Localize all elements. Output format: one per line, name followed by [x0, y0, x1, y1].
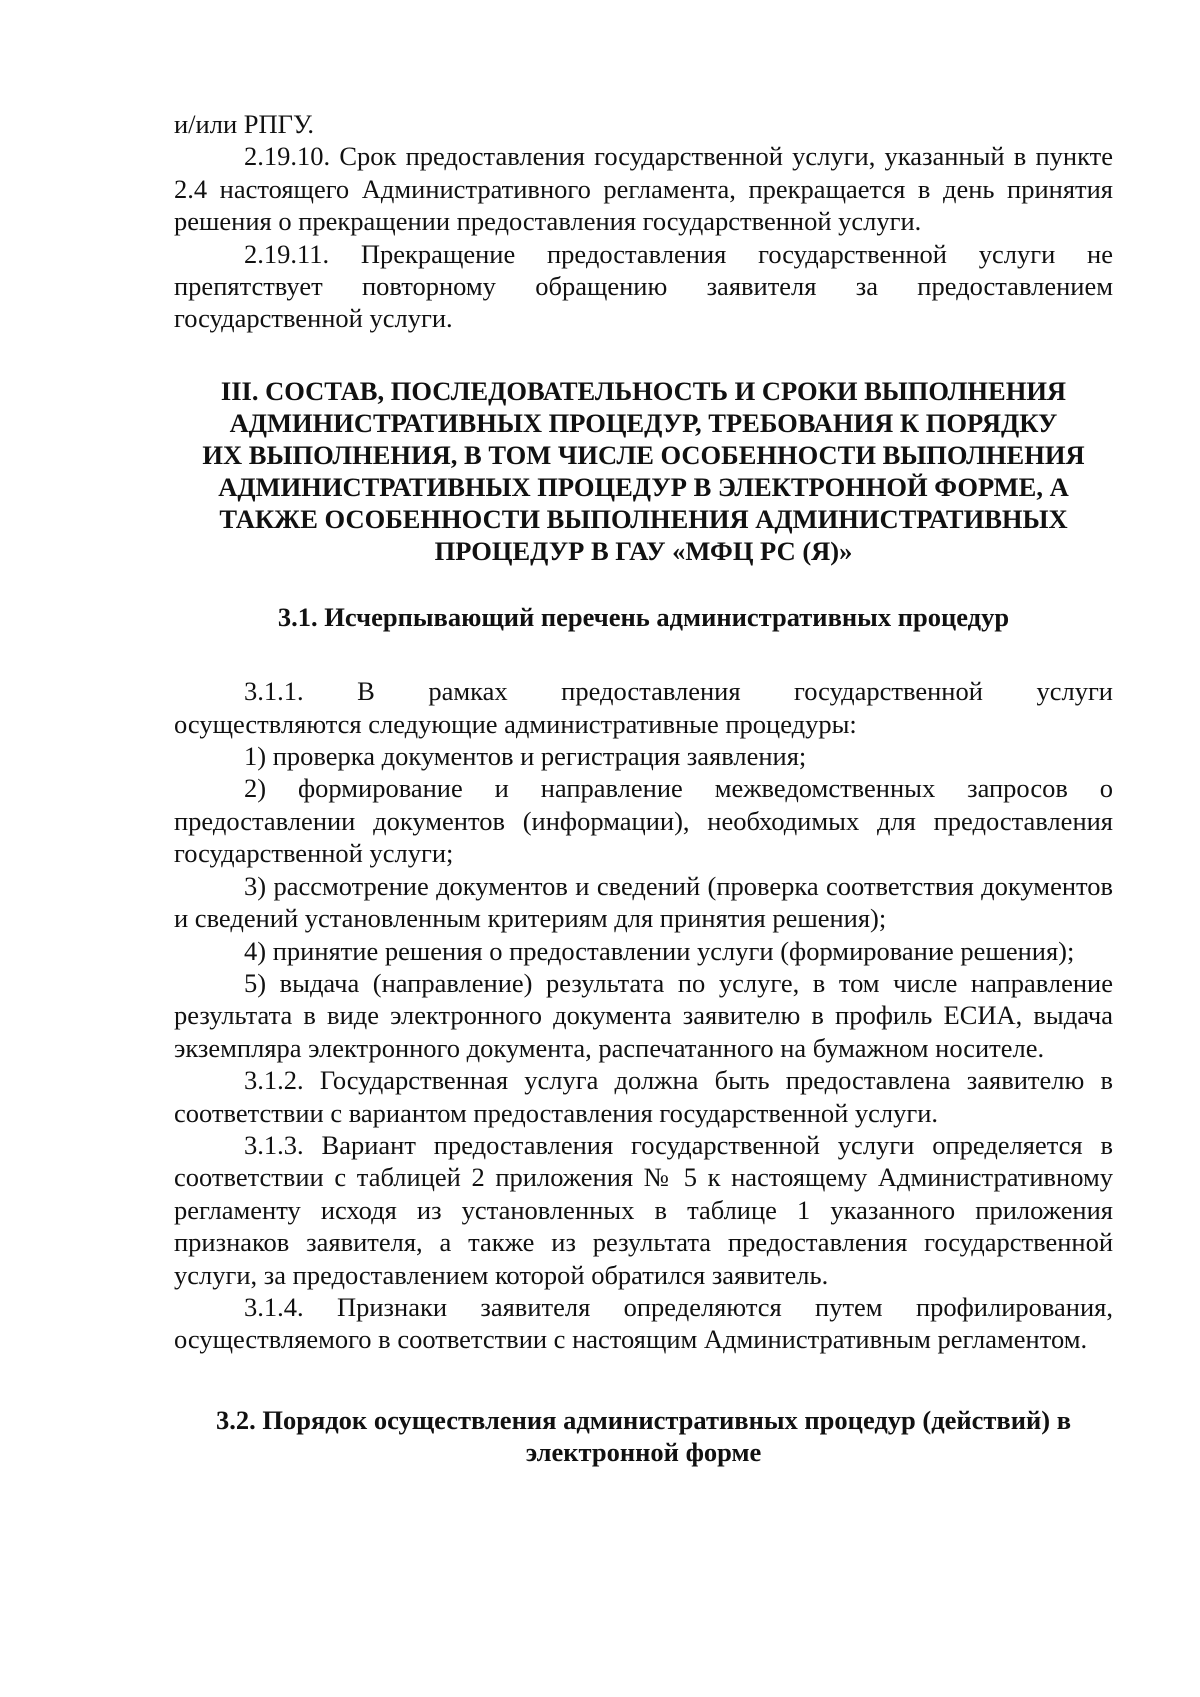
section-3-title-line: ПРОЦЕДУР В ГАУ «МФЦ РС (Я)» — [434, 535, 853, 566]
section-3-title-line: АДМИНИСТРАТИВНЫХ ПРОЦЕДУР В ЭЛЕКТРОННОЙ ФОРМЕ, А — [218, 471, 1069, 502]
intro-line: и/или РПГУ. — [174, 109, 315, 139]
paragraph-3-1-4: 3.1.4. Признаки заявителя определяются путем профилирования, осуществляемого в соответствии с настоящим Административным регламентом. — [174, 1291, 1113, 1355]
section-3-title-line: АДМИНИСТРАТИВНЫХ ПРОЦЕДУР, ТРЕБОВАНИЯ К ПОРЯДКУ — [229, 407, 1058, 438]
subsection-3-2-title-line: 3.2. Порядок осуществления административных процедур (действий) в — [215, 1404, 1072, 1435]
list-item: 2) формирование и направление межведомственных запросов о предоставлении документов (информации), необходимых для предоставления государственной услуги; — [174, 773, 1113, 869]
paragraph-3-1-1-rest: осуществляются следующие административные процедуры: — [174, 708, 857, 739]
list-item: 3) рассмотрение документов и сведений (проверка соответствия документов и сведений установленным критериям для принятия решения); — [174, 870, 1113, 934]
paragraph-2-19-10: 2.19.10. Срок предоставления государственной услуги, указанный в пункте 2.4 настоящего Административного регламента, прекращается в день принятия решения о прекращении предоставления государственной услуги. — [174, 141, 1113, 237]
paragraph-3-1-1 — [174, 675, 1113, 740]
paragraph-3-1-3: 3.1.3. Вариант предоставления государственной услуги определяется в соответствии с таблицей 2 приложения № 5 к настоящему Административному регламенту исходя из установленных в таблице 1 указанного приложения признаков заявителя, а также из результата предоставления государственной услуги, за предоставлением которой обратился заявитель. — [174, 1129, 1113, 1290]
list-item: 1) проверка документов и регистрация заявления; — [244, 741, 807, 772]
section-3-title — [174, 375, 1113, 567]
subsection-3-1-title: 3.1. Исчерпывающий перечень административных процедур — [277, 601, 1010, 632]
subsection-3-2-title-line: электронной форме — [525, 1437, 762, 1468]
subsection-3-2-title — [174, 1404, 1113, 1469]
list-item: 5) выдача (направление) результата по услуге, в том числе направление результата в виде электронного документа заявителю в профиль ЕСИА, выдача экземпляра электронного документа, распечатанного на бумажном носителе. — [174, 967, 1113, 1063]
list-item: 4) принятие решения о предоставлении услуги (формирование решения); — [244, 935, 1075, 966]
section-3-title-line: ТАКЖЕ ОСОБЕННОСТИ ВЫПОЛНЕНИЯ АДМИНИСТРАТИВНЫХ — [219, 503, 1068, 534]
section-3-title-line: III. СОСТАВ, ПОСЛЕДОВАТЕЛЬНОСТЬ И СРОКИ ВЫПОЛНЕНИЯ — [220, 375, 1067, 406]
paragraph-3-1-1-line1: 3.1.1. В рамках предоставления государственной услуги — [244, 676, 1113, 707]
paragraph-2-19-11: 2.19.11. Прекращение предоставления государственной услуги не препятствует повторному обращению заявителя за предоставлением государственной услуги. — [174, 238, 1113, 334]
section-3-title-line: ИХ ВЫПОЛНЕНИЯ, В ТОМ ЧИСЛЕ ОСОБЕННОСТИ ВЫПОЛНЕНИЯ — [202, 439, 1085, 470]
paragraph-3-1-2: 3.1.2. Государственная услуга должна быть предоставлена заявителю в соответствии с вариантом предоставления государственной услуги. — [174, 1065, 1113, 1128]
